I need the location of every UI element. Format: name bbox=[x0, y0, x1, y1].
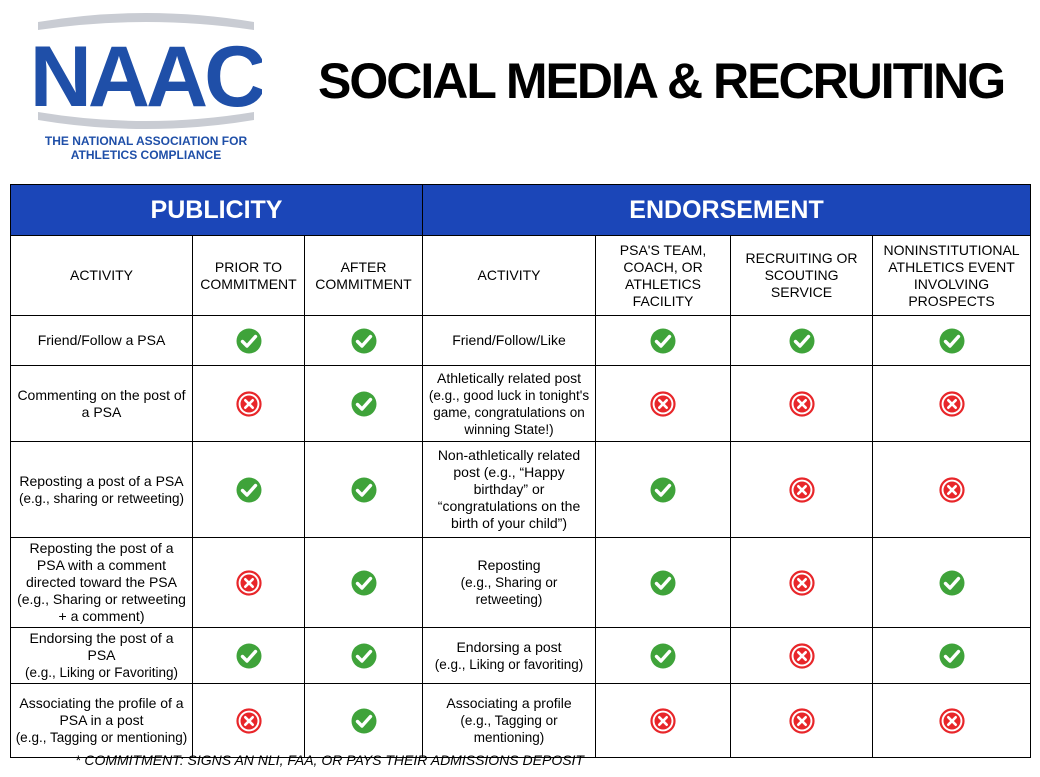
check-icon bbox=[350, 573, 378, 589]
scouting-service-cell bbox=[731, 316, 873, 366]
check-icon bbox=[235, 331, 263, 347]
col-scouting-service: RECRUITING OR SCOUTING SERVICE bbox=[731, 236, 873, 316]
noninstitutional-event-cell bbox=[873, 442, 1031, 538]
noninstitutional-event-cell bbox=[873, 316, 1031, 366]
psa-team-cell bbox=[596, 442, 731, 538]
check-icon bbox=[788, 331, 816, 347]
noninstitutional-event-cell bbox=[873, 628, 1031, 684]
endorsement-header: ENDORSEMENT bbox=[423, 185, 1031, 236]
endorsement-activity-cell bbox=[423, 628, 596, 684]
table-row bbox=[11, 538, 1031, 628]
check-icon bbox=[938, 573, 966, 589]
publicity-header: PUBLICITY bbox=[11, 185, 423, 236]
table-row bbox=[11, 684, 1031, 758]
cross-icon bbox=[938, 394, 966, 410]
publicity-activity-cell bbox=[11, 366, 193, 442]
publicity-activity-cell-label: Friend/Follow a PSA bbox=[37, 332, 166, 348]
after-commitment-cell bbox=[305, 628, 423, 684]
col-pub-activity: ACTIVITY bbox=[11, 236, 193, 316]
after-commitment-cell bbox=[305, 442, 423, 538]
after-commitment-cell bbox=[305, 684, 423, 758]
check-icon bbox=[350, 646, 378, 662]
col-noninstitutional-event: NONINSTITUTIONAL ATHLETICS EVENT INVOLVING PROSPECTS bbox=[873, 236, 1031, 316]
psa-team-cell bbox=[596, 366, 731, 442]
publicity-activity-cell bbox=[11, 538, 193, 628]
logo-line-2: ATHLETICS COMPLIANCE bbox=[70, 148, 222, 162]
endorsement-activity-cell bbox=[423, 366, 596, 442]
psa-team-cell bbox=[596, 538, 731, 628]
table-row bbox=[11, 628, 1031, 684]
col-after-commitment: AFTER COMMITMENT bbox=[305, 236, 423, 316]
scouting-service-cell bbox=[731, 684, 873, 758]
publicity-activity-cell-label: Associating the profile of a PSA in a post bbox=[19, 695, 184, 728]
col-prior-commitment: PRIOR TO COMMITMENT bbox=[193, 236, 305, 316]
publicity-activity-cell-label: Reposting the post of a PSA with a comment directed toward the PSA (e.g., Sharing or retweeting + a comment) bbox=[17, 540, 186, 624]
endorsement-activity-cell bbox=[423, 538, 596, 628]
check-icon bbox=[235, 646, 263, 662]
endorsement-activity-cell bbox=[423, 684, 596, 758]
prior-commitment-cell bbox=[193, 628, 305, 684]
naac-logo bbox=[30, 8, 262, 168]
psa-team-cell bbox=[596, 628, 731, 684]
check-icon bbox=[938, 646, 966, 662]
publicity-activity-cell bbox=[11, 628, 193, 684]
cross-icon bbox=[788, 394, 816, 410]
publicity-activity-cell bbox=[11, 442, 193, 538]
publicity-activity-cell bbox=[11, 684, 193, 758]
cross-icon bbox=[788, 573, 816, 589]
publicity-activity-cell-example: (e.g., Tagging or mentioning) bbox=[15, 730, 188, 745]
prior-commitment-cell bbox=[193, 366, 305, 442]
check-icon bbox=[350, 711, 378, 727]
col-psa-team: PSA'S TEAM, COACH, OR ATHLETICS FACILITY bbox=[596, 236, 731, 316]
check-icon bbox=[938, 331, 966, 347]
noninstitutional-event-cell bbox=[873, 684, 1031, 758]
endorsement-activity-cell-label: Reposting bbox=[477, 557, 541, 573]
cross-icon bbox=[788, 711, 816, 727]
naac-logo-mark bbox=[30, 8, 262, 138]
scouting-service-cell bbox=[731, 366, 873, 442]
check-icon bbox=[350, 394, 378, 410]
after-commitment-cell bbox=[305, 538, 423, 628]
endorsement-activity-cell-label: Athletically related post bbox=[437, 369, 581, 386]
table-row bbox=[11, 316, 1031, 366]
publicity-activity-cell-label: Commenting on the post of a PSA bbox=[17, 386, 186, 420]
col-end-activity: ACTIVITY bbox=[423, 236, 596, 316]
endorsement-activity-cell-label: Associating a profile bbox=[446, 695, 572, 711]
publicity-activity-cell-example: (e.g., Liking or Favoriting) bbox=[24, 665, 179, 680]
endorsement-activity-cell-example: (e.g., Tagging or mentioning) bbox=[460, 713, 558, 745]
cross-icon bbox=[788, 646, 816, 662]
check-icon bbox=[350, 480, 378, 496]
cross-icon bbox=[235, 711, 263, 727]
endorsement-activity-cell-example: (e.g., Liking or favoriting) bbox=[434, 656, 584, 672]
cross-icon bbox=[788, 480, 816, 496]
check-icon bbox=[235, 480, 263, 496]
endorsement-activity-cell-example: (e.g., good luck in tonight's game, congratulations on winning State!) bbox=[428, 387, 590, 437]
check-icon bbox=[649, 331, 677, 347]
publicity-activity-cell-label: Endorsing the post of a PSA bbox=[29, 630, 174, 663]
endorsement-activity-cell-label: Non-athletically related post (e.g., “Happy birthday” or “congratulations on the birth of your child”) bbox=[437, 447, 581, 531]
check-icon bbox=[649, 480, 677, 496]
prior-commitment-cell bbox=[193, 684, 305, 758]
after-commitment-cell bbox=[305, 366, 423, 442]
table-row bbox=[11, 442, 1031, 538]
psa-team-cell bbox=[596, 684, 731, 758]
footnote: * COMMITMENT: SIGNS AN NLI, FAA, OR PAYS THEIR ADMISSIONS DEPOSIT bbox=[75, 752, 584, 768]
check-icon bbox=[350, 331, 378, 347]
cross-icon bbox=[235, 573, 263, 589]
page-title: SOCIAL MEDIA & RECRUITING bbox=[318, 53, 1005, 109]
prior-commitment-cell bbox=[193, 538, 305, 628]
prior-commitment-cell bbox=[193, 316, 305, 366]
endorsement-activity-cell-label: Endorsing a post bbox=[456, 638, 562, 655]
check-icon bbox=[649, 646, 677, 662]
publicity-activity-cell bbox=[11, 316, 193, 366]
psa-team-cell bbox=[596, 316, 731, 366]
noninstitutional-event-cell bbox=[873, 538, 1031, 628]
cross-icon bbox=[649, 711, 677, 727]
cross-icon bbox=[938, 480, 966, 496]
after-commitment-cell bbox=[305, 316, 423, 366]
endorsement-activity-cell-label: Friend/Follow/Like bbox=[452, 332, 566, 348]
logo-wordmark: NAAC bbox=[30, 29, 262, 125]
publicity-activity-cell-label: Reposting a post of a PSA bbox=[19, 472, 184, 489]
cross-icon bbox=[649, 394, 677, 410]
publicity-activity-cell-example: (e.g., sharing or retweeting) bbox=[18, 490, 185, 506]
noninstitutional-event-cell bbox=[873, 366, 1031, 442]
cross-icon bbox=[235, 394, 263, 410]
endorsement-activity-cell bbox=[423, 316, 596, 366]
social-media-table bbox=[10, 184, 1031, 758]
cross-icon bbox=[938, 711, 966, 727]
scouting-service-cell bbox=[731, 538, 873, 628]
prior-commitment-cell bbox=[193, 442, 305, 538]
logo-line-1: THE NATIONAL ASSOCIATION FOR bbox=[44, 134, 248, 148]
check-icon bbox=[649, 573, 677, 589]
scouting-service-cell bbox=[731, 442, 873, 538]
scouting-service-cell bbox=[731, 628, 873, 684]
endorsement-activity-cell bbox=[423, 442, 596, 538]
endorsement-activity-cell-example: (e.g., Sharing or retweeting) bbox=[460, 575, 558, 607]
table-row bbox=[11, 366, 1031, 442]
